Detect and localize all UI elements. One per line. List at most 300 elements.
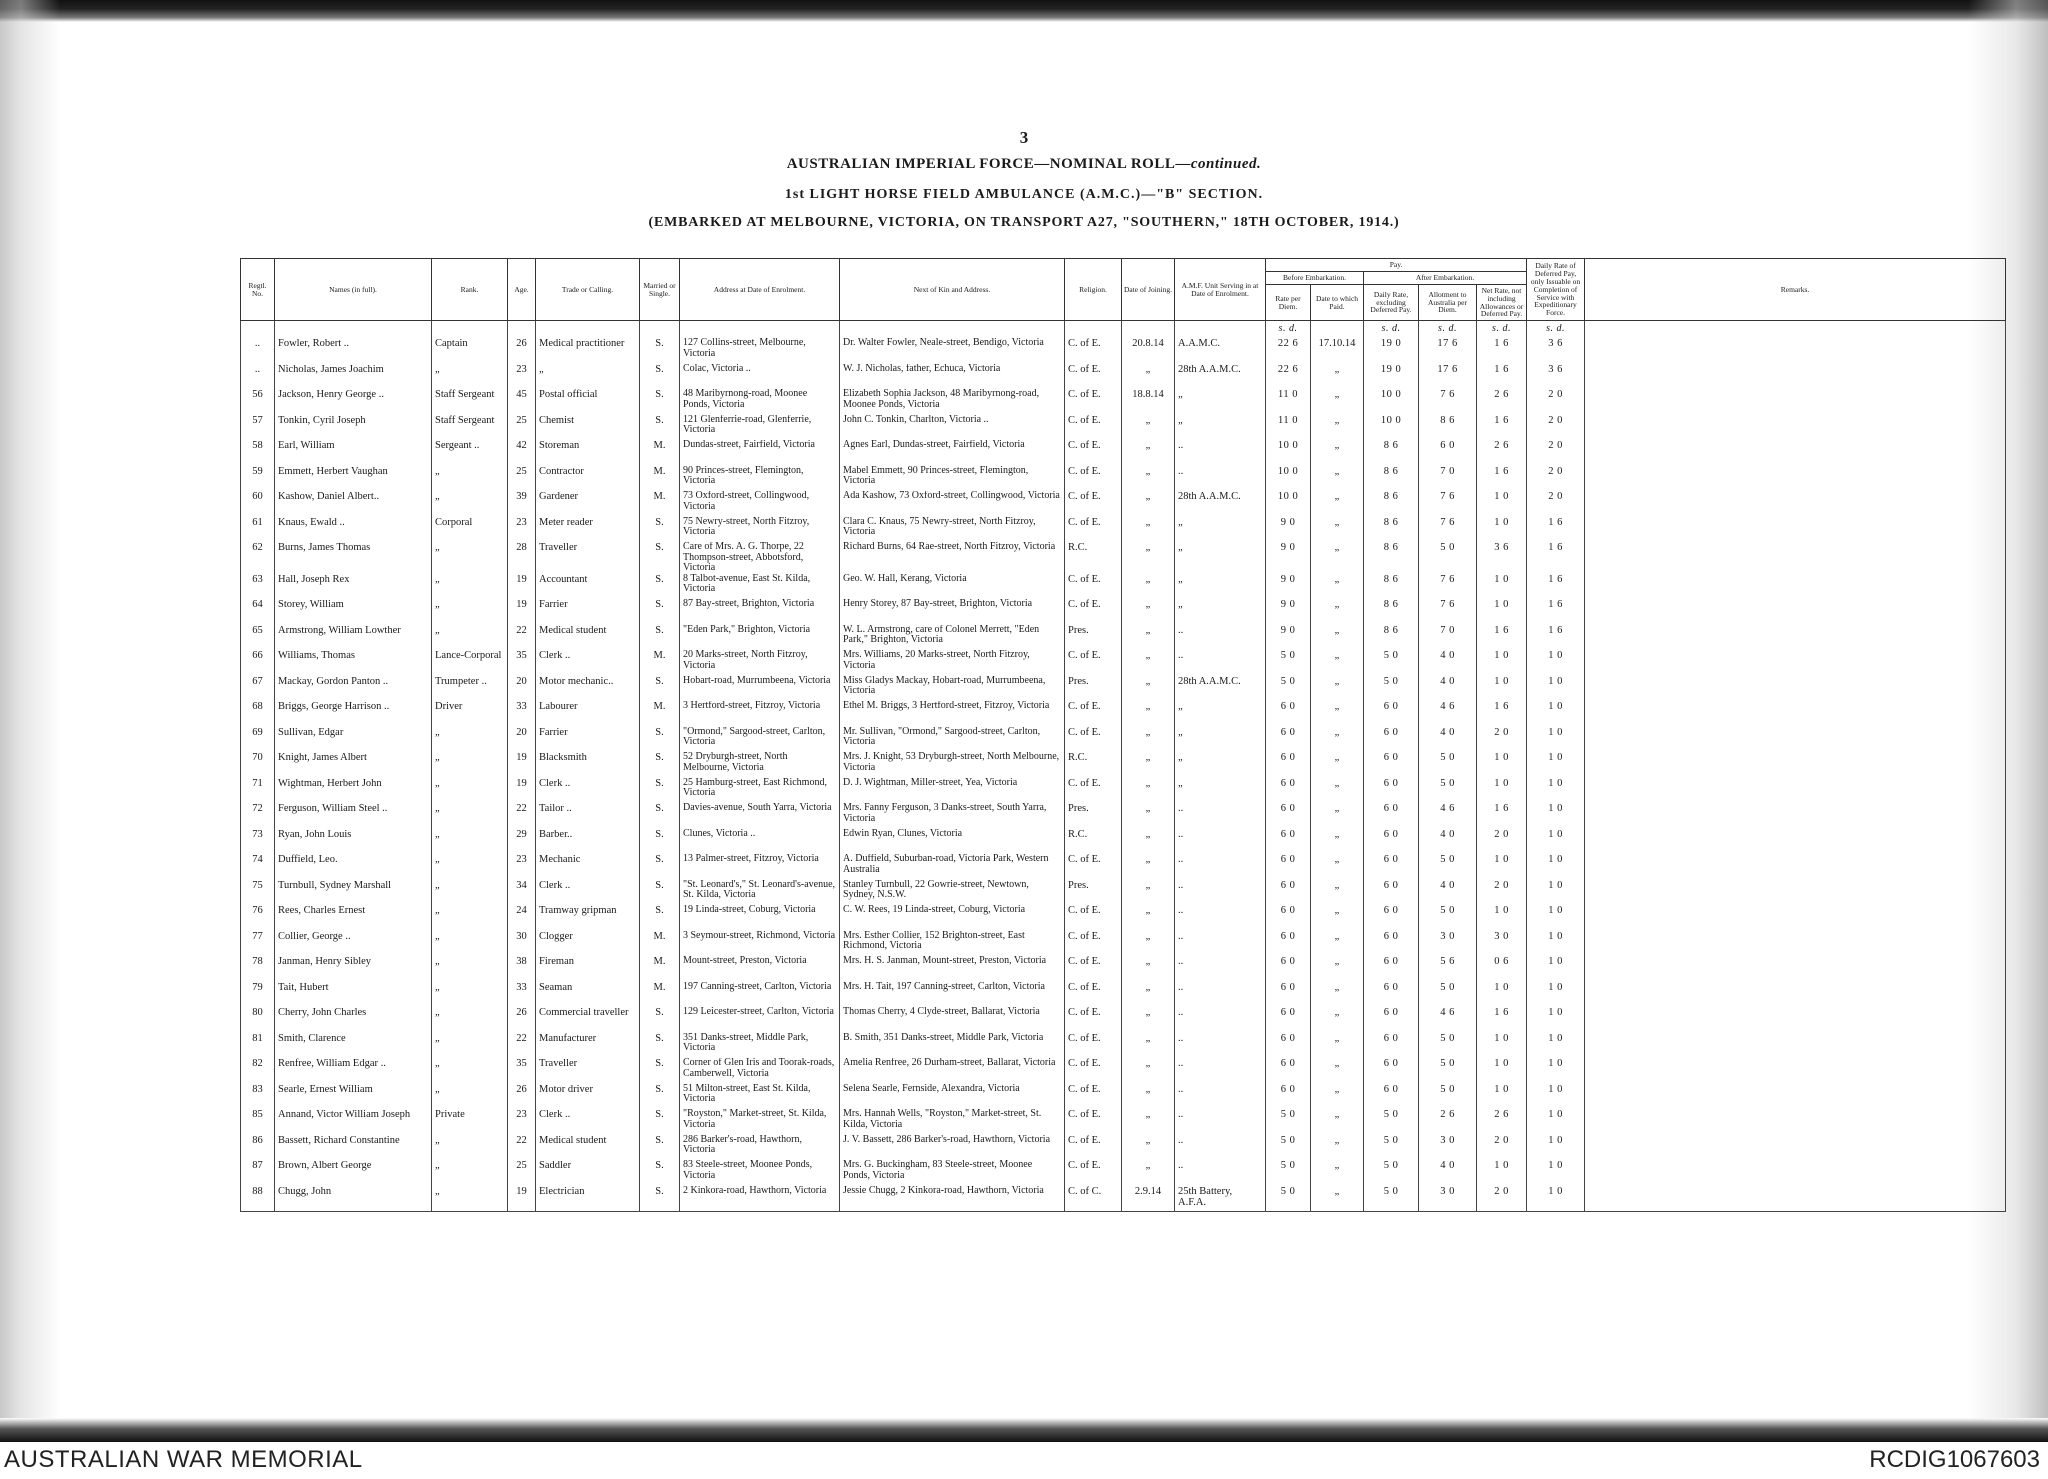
daily-rate: 8 6 — [1364, 625, 1419, 651]
rate-per-diem: 10 0 — [1266, 440, 1311, 466]
next-of-kin: Henry Storey, 87 Bay-street, Brighton, Victoria — [840, 599, 1065, 625]
regtl-no: 63 — [241, 574, 275, 600]
unit: .. — [1175, 1160, 1266, 1186]
trade: Saddler — [536, 1160, 640, 1186]
regtl-no: 67 — [241, 676, 275, 702]
next-of-kin: Thomas Cherry, 4 Clyde-street, Ballarat, Victoria — [840, 1007, 1065, 1033]
date-joined: „ — [1122, 905, 1175, 931]
date-joined: „ — [1122, 574, 1175, 600]
soldier-name: Searle, Ernest William — [275, 1084, 432, 1110]
soldier-name: Smith, Clarence — [275, 1033, 432, 1059]
rank: Corporal — [432, 517, 508, 543]
regtl-no: 80 — [241, 1007, 275, 1033]
allotment: 5 0 — [1419, 542, 1477, 574]
soldier-name: Tait, Hubert — [275, 982, 432, 1008]
unit: „ — [1175, 542, 1266, 574]
daily-rate: 6 0 — [1364, 752, 1419, 778]
deferred-pay: 1 6 — [1527, 542, 1585, 574]
trade: Medical student — [536, 1135, 640, 1161]
soldier-name: Nicholas, James Joachim — [275, 364, 432, 390]
trade: Farrier — [536, 599, 640, 625]
page-number: 3 — [1019, 128, 1029, 147]
deferred-pay: 1 0 — [1527, 1160, 1585, 1186]
soldier-name: Briggs, George Harrison .. — [275, 701, 432, 727]
regtl-no: 64 — [241, 599, 275, 625]
table-row — [241, 931, 2006, 957]
deferred-pay: 3 6 — [1527, 338, 1585, 364]
table-row — [241, 1084, 2006, 1110]
next-of-kin: W. J. Nicholas, father, Echuca, Victoria — [840, 364, 1065, 390]
remarks — [1585, 1109, 2006, 1135]
date-paid: „ — [1311, 1109, 1364, 1135]
religion: C. of E. — [1065, 982, 1122, 1008]
marital-status: M. — [640, 466, 680, 492]
rank: „ — [432, 880, 508, 906]
unit-allotment: s. d. — [1419, 321, 1477, 339]
rank: „ — [432, 364, 508, 390]
unit-rate: s. d. — [1266, 321, 1311, 339]
deferred-pay: 1 6 — [1527, 574, 1585, 600]
religion: C. of E. — [1065, 1109, 1122, 1135]
allotment: 4 0 — [1419, 880, 1477, 906]
date-joined: „ — [1122, 803, 1175, 829]
next-of-kin: Mrs. G. Buckingham, 83 Steele-street, Moonee Ponds, Victoria — [840, 1160, 1065, 1186]
allotment: 4 0 — [1419, 650, 1477, 676]
unit: „ — [1175, 574, 1266, 600]
regtl-no: 74 — [241, 854, 275, 880]
net-rate: 1 6 — [1477, 625, 1527, 651]
allotment: 17 6 — [1419, 338, 1477, 364]
marital-status: M. — [640, 440, 680, 466]
daily-rate: 6 0 — [1364, 905, 1419, 931]
net-rate: 2 0 — [1477, 829, 1527, 855]
religion: R.C. — [1065, 752, 1122, 778]
soldier-name: Knaus, Ewald .. — [275, 517, 432, 543]
remarks — [1585, 1058, 2006, 1084]
address: Hobart-road, Murrumbeena, Victoria — [680, 676, 840, 702]
date-paid: „ — [1311, 466, 1364, 492]
soldier-name: Armstrong, William Lowther — [275, 625, 432, 651]
next-of-kin: Amelia Renfree, 26 Durham-street, Ballarat, Victoria — [840, 1058, 1065, 1084]
allotment: 7 6 — [1419, 517, 1477, 543]
regtl-no: 77 — [241, 931, 275, 957]
remarks — [1585, 625, 2006, 651]
rate-per-diem: 6 0 — [1266, 854, 1311, 880]
trade: Gardener — [536, 491, 640, 517]
marital-status: S. — [640, 625, 680, 651]
marital-status: M. — [640, 701, 680, 727]
net-rate: 2 6 — [1477, 1109, 1527, 1135]
next-of-kin: A. Duffield, Suburban-road, Victoria Park, Western Australia — [840, 854, 1065, 880]
remarks — [1585, 517, 2006, 543]
address: Dundas-street, Fairfield, Victoria — [680, 440, 840, 466]
trade: Farrier — [536, 727, 640, 753]
marital-status: S. — [640, 1033, 680, 1059]
rate-per-diem: 5 0 — [1266, 1109, 1311, 1135]
rank: „ — [432, 625, 508, 651]
header-regtl-no: Regtl. No. — [241, 259, 275, 321]
remarks — [1585, 854, 2006, 880]
trade: Medical student — [536, 625, 640, 651]
next-of-kin: D. J. Wightman, Miller-street, Yea, Victoria — [840, 778, 1065, 804]
date-joined: „ — [1122, 1033, 1175, 1059]
allotment: 5 0 — [1419, 1058, 1477, 1084]
date-joined: 2.9.14 — [1122, 1186, 1175, 1212]
religion: C. of E. — [1065, 1007, 1122, 1033]
date-paid: „ — [1311, 803, 1364, 829]
remarks — [1585, 905, 2006, 931]
next-of-kin: Ada Kashow, 73 Oxford-street, Collingwood, Victoria — [840, 491, 1065, 517]
table-row — [241, 880, 2006, 906]
soldier-name: Janman, Henry Sibley — [275, 956, 432, 982]
age: 33 — [508, 982, 536, 1008]
allotment: 17 6 — [1419, 364, 1477, 390]
net-rate: 1 6 — [1477, 803, 1527, 829]
table-row — [241, 1058, 2006, 1084]
date-joined: „ — [1122, 1135, 1175, 1161]
rank: „ — [432, 1084, 508, 1110]
net-rate: 1 6 — [1477, 466, 1527, 492]
allotment: 5 6 — [1419, 956, 1477, 982]
header-married: Married or Single. — [640, 259, 680, 321]
rank: „ — [432, 599, 508, 625]
date-joined: „ — [1122, 1058, 1175, 1084]
daily-rate: 6 0 — [1364, 1084, 1419, 1110]
date-paid: „ — [1311, 905, 1364, 931]
daily-rate: 5 0 — [1364, 1186, 1419, 1212]
address: Care of Mrs. A. G. Thorpe, 22 Thompson-street, Abbotsford, Victoria — [680, 542, 840, 574]
header-religion: Religion. — [1065, 259, 1122, 321]
unit: .. — [1175, 466, 1266, 492]
marital-status: S. — [640, 599, 680, 625]
next-of-kin: Clara C. Knaus, 75 Newry-street, North Fitzroy, Victoria — [840, 517, 1065, 543]
date-joined: „ — [1122, 625, 1175, 651]
deferred-pay: 3 6 — [1527, 364, 1585, 390]
units-row — [241, 321, 2006, 339]
address: "Royston," Market-street, St. Kilda, Victoria — [680, 1109, 840, 1135]
daily-rate: 6 0 — [1364, 982, 1419, 1008]
daily-rate: 19 0 — [1364, 338, 1419, 364]
rank: „ — [432, 1135, 508, 1161]
date-paid: „ — [1311, 701, 1364, 727]
rate-per-diem: 9 0 — [1266, 625, 1311, 651]
next-of-kin: Mr. Sullivan, "Ormond," Sargood-street, Carlton, Victoria — [840, 727, 1065, 753]
rank: Staff Sergeant — [432, 415, 508, 441]
remarks — [1585, 829, 2006, 855]
header-unit: A.M.F. Unit Serving in at Date of Enrolment. — [1175, 259, 1266, 321]
net-rate: 1 0 — [1477, 752, 1527, 778]
daily-rate: 5 0 — [1364, 650, 1419, 676]
date-paid: „ — [1311, 517, 1364, 543]
daily-rate: 8 6 — [1364, 517, 1419, 543]
address: 20 Marks-street, North Fitzroy, Victoria — [680, 650, 840, 676]
deferred-pay: 1 6 — [1527, 517, 1585, 543]
date-paid: „ — [1311, 650, 1364, 676]
remarks — [1585, 650, 2006, 676]
regtl-no: 76 — [241, 905, 275, 931]
date-paid: „ — [1311, 956, 1364, 982]
allotment: 6 0 — [1419, 440, 1477, 466]
trade: Storeman — [536, 440, 640, 466]
date-paid: „ — [1311, 1007, 1364, 1033]
date-joined: „ — [1122, 676, 1175, 702]
daily-rate: 8 6 — [1364, 491, 1419, 517]
marital-status: M. — [640, 956, 680, 982]
unit: .. — [1175, 905, 1266, 931]
address: 75 Newry-street, North Fitzroy, Victoria — [680, 517, 840, 543]
date-joined: „ — [1122, 931, 1175, 957]
section-title: 1st LIGHT HORSE FIELD AMBULANCE (A.M.C.)—"B" SECTION. — [784, 187, 1264, 202]
religion: C. of E. — [1065, 415, 1122, 441]
religion: C. of E. — [1065, 701, 1122, 727]
deferred-pay: 1 0 — [1527, 982, 1585, 1008]
roll-title-suffix: continued. — [1190, 156, 1262, 172]
religion: C. of E. — [1065, 466, 1122, 492]
regtl-no: 56 — [241, 389, 275, 415]
daily-rate: 6 0 — [1364, 829, 1419, 855]
soldier-name: Turnbull, Sydney Marshall — [275, 880, 432, 906]
date-paid: „ — [1311, 599, 1364, 625]
next-of-kin: C. W. Rees, 19 Linda-street, Coburg, Victoria — [840, 905, 1065, 931]
rank: „ — [432, 1186, 508, 1212]
religion: C. of E. — [1065, 440, 1122, 466]
remarks — [1585, 752, 2006, 778]
allotment: 4 0 — [1419, 829, 1477, 855]
trade: Traveller — [536, 542, 640, 574]
religion: Pres. — [1065, 803, 1122, 829]
allotment: 8 6 — [1419, 415, 1477, 441]
age: 25 — [508, 466, 536, 492]
marital-status: S. — [640, 829, 680, 855]
date-joined: „ — [1122, 956, 1175, 982]
rate-per-diem: 6 0 — [1266, 829, 1311, 855]
age: 23 — [508, 854, 536, 880]
address: 129 Leicester-street, Carlton, Victoria — [680, 1007, 840, 1033]
marital-status: M. — [640, 650, 680, 676]
religion: C. of E. — [1065, 956, 1122, 982]
daily-rate: 6 0 — [1364, 956, 1419, 982]
allotment: 5 0 — [1419, 1033, 1477, 1059]
marital-status: S. — [640, 1084, 680, 1110]
trade: Meter reader — [536, 517, 640, 543]
remarks — [1585, 466, 2006, 492]
rate-per-diem: 6 0 — [1266, 1084, 1311, 1110]
allotment: 7 6 — [1419, 389, 1477, 415]
rate-per-diem: 6 0 — [1266, 880, 1311, 906]
date-paid: „ — [1311, 625, 1364, 651]
address: "St. Leonard's," St. Leonard's-avenue, St. Kilda, Victoria — [680, 880, 840, 906]
regtl-no: 59 — [241, 466, 275, 492]
date-joined: „ — [1122, 364, 1175, 390]
religion: C. of E. — [1065, 1084, 1122, 1110]
rank: Sergeant .. — [432, 440, 508, 466]
unit: .. — [1175, 440, 1266, 466]
soldier-name: Ryan, John Louis — [275, 829, 432, 855]
address: 197 Canning-street, Carlton, Victoria — [680, 982, 840, 1008]
date-paid: „ — [1311, 389, 1364, 415]
remarks — [1585, 491, 2006, 517]
deferred-pay: 1 0 — [1527, 1135, 1585, 1161]
rank: „ — [432, 491, 508, 517]
address: 121 Glenferrie-road, Glenferrie, Victoria — [680, 415, 840, 441]
unit: .. — [1175, 650, 1266, 676]
regtl-no: 66 — [241, 650, 275, 676]
next-of-kin: Selena Searle, Fernside, Alexandra, Victoria — [840, 1084, 1065, 1110]
table-row — [241, 1033, 2006, 1059]
date-paid: „ — [1311, 1135, 1364, 1161]
trade: Contractor — [536, 466, 640, 492]
address: 2 Kinkora-road, Hawthorn, Victoria — [680, 1186, 840, 1212]
unit: „ — [1175, 727, 1266, 753]
rank: „ — [432, 829, 508, 855]
daily-rate: 8 6 — [1364, 574, 1419, 600]
rate-per-diem: 10 0 — [1266, 491, 1311, 517]
regtl-no: 72 — [241, 803, 275, 829]
next-of-kin: Mrs. Williams, 20 Marks-street, North Fitzroy, Victoria — [840, 650, 1065, 676]
date-joined: „ — [1122, 542, 1175, 574]
unit: A.A.M.C. — [1175, 338, 1266, 364]
trade: Electrician — [536, 1186, 640, 1212]
address: Clunes, Victoria .. — [680, 829, 840, 855]
allotment: 5 0 — [1419, 1084, 1477, 1110]
deferred-pay: 1 0 — [1527, 956, 1585, 982]
age: 34 — [508, 880, 536, 906]
daily-rate: 8 6 — [1364, 466, 1419, 492]
rate-per-diem: 9 0 — [1266, 599, 1311, 625]
net-rate: 1 6 — [1477, 701, 1527, 727]
regtl-no: 79 — [241, 982, 275, 1008]
rank: „ — [432, 803, 508, 829]
table-row — [241, 389, 2006, 415]
table-row — [241, 1109, 2006, 1135]
rate-per-diem: 11 0 — [1266, 389, 1311, 415]
regtl-no: 60 — [241, 491, 275, 517]
allotment: 5 0 — [1419, 778, 1477, 804]
next-of-kin: Ethel M. Briggs, 3 Hertford-street, Fitzroy, Victoria — [840, 701, 1065, 727]
rank: Trumpeter .. — [432, 676, 508, 702]
header-before-embarkation: Before Embarkation. — [1266, 271, 1364, 284]
date-joined: „ — [1122, 599, 1175, 625]
net-rate: 2 6 — [1477, 389, 1527, 415]
net-rate: 2 6 — [1477, 440, 1527, 466]
rank: „ — [432, 542, 508, 574]
address: 25 Hamburg-street, East Richmond, Victoria — [680, 778, 840, 804]
unit: .. — [1175, 854, 1266, 880]
religion: C. of E. — [1065, 1135, 1122, 1161]
regtl-no: 68 — [241, 701, 275, 727]
regtl-no: 73 — [241, 829, 275, 855]
soldier-name: Renfree, William Edgar .. — [275, 1058, 432, 1084]
net-rate: 1 0 — [1477, 1160, 1527, 1186]
remarks — [1585, 599, 2006, 625]
address: 19 Linda-street, Coburg, Victoria — [680, 905, 840, 931]
net-rate: 2 0 — [1477, 880, 1527, 906]
religion: C. of E. — [1065, 931, 1122, 957]
marital-status: S. — [640, 752, 680, 778]
rank: Captain — [432, 338, 508, 364]
header-remarks: Remarks. — [1585, 259, 2006, 321]
regtl-no: 87 — [241, 1160, 275, 1186]
date-joined: „ — [1122, 854, 1175, 880]
rate-per-diem: 9 0 — [1266, 574, 1311, 600]
remarks — [1585, 1160, 2006, 1186]
date-joined: „ — [1122, 415, 1175, 441]
net-rate: 1 0 — [1477, 1084, 1527, 1110]
trade: Clerk .. — [536, 880, 640, 906]
trade: Traveller — [536, 1058, 640, 1084]
header-pay: Pay. — [1266, 259, 1527, 272]
age: 38 — [508, 956, 536, 982]
rank: „ — [432, 1007, 508, 1033]
age: 26 — [508, 1007, 536, 1033]
rate-per-diem: 22 6 — [1266, 338, 1311, 364]
next-of-kin: Miss Gladys Mackay, Hobart-road, Murrumbeena, Victoria — [840, 676, 1065, 702]
daily-rate: 6 0 — [1364, 1007, 1419, 1033]
daily-rate: 6 0 — [1364, 803, 1419, 829]
trade: Barber.. — [536, 829, 640, 855]
marital-status: S. — [640, 905, 680, 931]
age: 19 — [508, 599, 536, 625]
rate-per-diem: 6 0 — [1266, 778, 1311, 804]
net-rate: 1 0 — [1477, 778, 1527, 804]
trade: Tramway gripman — [536, 905, 640, 931]
date-paid: „ — [1311, 778, 1364, 804]
rank: „ — [432, 1058, 508, 1084]
archive-footer — [0, 1442, 2048, 1479]
unit: .. — [1175, 1058, 1266, 1084]
date-paid: „ — [1311, 982, 1364, 1008]
table-row — [241, 803, 2006, 829]
unit-deferred: s. d. — [1527, 321, 1585, 339]
daily-rate: 6 0 — [1364, 778, 1419, 804]
allotment: 4 6 — [1419, 1007, 1477, 1033]
deferred-pay: 1 0 — [1527, 727, 1585, 753]
allotment: 4 0 — [1419, 676, 1477, 702]
soldier-name: Sullivan, Edgar — [275, 727, 432, 753]
remarks — [1585, 778, 2006, 804]
deferred-pay: 1 6 — [1527, 625, 1585, 651]
rate-per-diem: 6 0 — [1266, 752, 1311, 778]
rate-per-diem: 5 0 — [1266, 1135, 1311, 1161]
deferred-pay: 1 0 — [1527, 778, 1585, 804]
archive-credit: AUSTRALIAN WAR MEMORIAL — [4, 1446, 363, 1473]
date-paid: „ — [1311, 880, 1364, 906]
allotment: 3 0 — [1419, 931, 1477, 957]
table-row — [241, 829, 2006, 855]
soldier-name: Earl, William — [275, 440, 432, 466]
date-joined: „ — [1122, 880, 1175, 906]
rate-per-diem: 5 0 — [1266, 1160, 1311, 1186]
deferred-pay: 1 0 — [1527, 1007, 1585, 1033]
deferred-pay: 1 0 — [1527, 1109, 1585, 1135]
header-date-paid: Date to which Paid. — [1311, 284, 1364, 321]
soldier-name: Storey, William — [275, 599, 432, 625]
religion: C. of E. — [1065, 338, 1122, 364]
date-paid: „ — [1311, 542, 1364, 574]
religion: C. of E. — [1065, 599, 1122, 625]
remarks — [1585, 931, 2006, 957]
date-paid: „ — [1311, 415, 1364, 441]
religion: R.C. — [1065, 829, 1122, 855]
next-of-kin: Mrs. H. S. Janman, Mount-street, Preston, Victoria — [840, 956, 1065, 982]
remarks — [1585, 440, 2006, 466]
header-date-joining: Date of Joining. — [1122, 259, 1175, 321]
age: 33 — [508, 701, 536, 727]
daily-rate: 19 0 — [1364, 364, 1419, 390]
age: 20 — [508, 727, 536, 753]
net-rate: 1 0 — [1477, 905, 1527, 931]
daily-rate: 6 0 — [1364, 727, 1419, 753]
